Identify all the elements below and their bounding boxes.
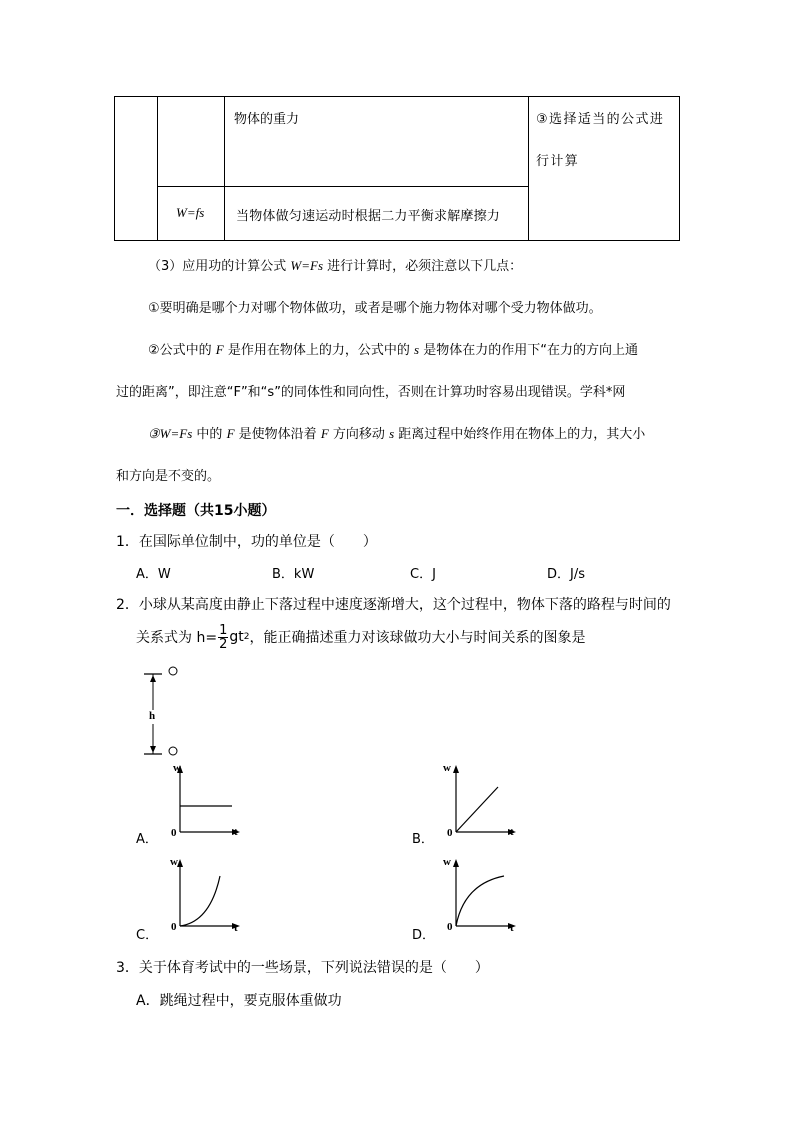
- q2-option-d-label[interactable]: D．: [412, 928, 436, 943]
- table-divider-3: [528, 96, 529, 241]
- q2-option-c-label[interactable]: C．: [136, 928, 159, 943]
- q1-stem: 1．在国际单位制中，功的单位是（ ）: [116, 534, 377, 550]
- table-row2-formula: W=fs: [176, 205, 205, 220]
- table-border-bottom: [114, 240, 680, 241]
- q1-option-b[interactable]: B．kW: [272, 567, 315, 582]
- q2-stem-line2: 关系式为 h= $\frac{1}{2}$ gt 2 ，能正确描述重力对该球做功大小与时间关系的图象是: [136, 622, 586, 652]
- graph-a-y-label: w: [173, 762, 181, 774]
- formula-fraction: $\frac{1}{2}$: [219, 622, 228, 652]
- graph-c-y-label: w: [170, 856, 178, 868]
- q3-option-a[interactable]: A．跳绳过程中，要克服体重做功: [136, 993, 342, 1009]
- table-divider-1: [157, 96, 158, 241]
- section-title: 一．选择题（共15小题）: [116, 503, 276, 519]
- graph-b-origin: 0: [447, 827, 453, 839]
- graph-c-x-label: t: [234, 922, 238, 934]
- q2-stem: 2．小球从某高度由静止下落过程中速度逐渐增大，这个过程中，物体下落的路程与时间的: [116, 597, 671, 613]
- graph-a-origin: 0: [171, 827, 177, 839]
- q2-option-a-label[interactable]: A．: [136, 832, 158, 847]
- table-row1-desc: 物体的重力: [234, 112, 300, 127]
- falling-ball-diagram: [140, 662, 190, 762]
- graph-d-x-label: t: [510, 922, 514, 934]
- notes-intro: （3）应用功的计算公式 W=Fs 进行计算时，必须注意以下几点：: [148, 258, 523, 274]
- table-border-right: [679, 96, 680, 241]
- graph-a-x-label: t: [234, 826, 238, 838]
- notes-point3-line1: ③W=Fs 中的 F 是使物体沿着 F 方向移动 s 距离过程中始终作用在物体上的力，其大小: [148, 426, 646, 442]
- graph-d-y-label: w: [443, 856, 451, 868]
- q1-option-c[interactable]: C．J: [410, 567, 436, 582]
- q1-option-a[interactable]: A．W: [136, 567, 171, 582]
- table-row-divider: [157, 186, 529, 187]
- graph-c-origin: 0: [171, 921, 177, 933]
- table-right-note-line1: ③选择适当的公式进: [536, 112, 665, 127]
- table-border-top: [114, 96, 680, 97]
- q1-option-d[interactable]: D．J/s: [547, 567, 585, 582]
- graph-b-x-label: t: [510, 826, 514, 838]
- table-border-left: [114, 96, 115, 241]
- notes-point2-line2: 过的距离”，即注意“F”和“s”的同体性和同向性，否则在计算功时容易出现错误。学科*网: [116, 385, 626, 400]
- notes-point1: ①要明确是哪个力对哪个物体做功，或者是哪个施力物体对哪个受力物体做功。: [148, 301, 602, 316]
- q3-stem: 3．关于体育考试中的一些场景，下列说法错误的是（ ）: [116, 960, 489, 976]
- diagram-h-label: h: [149, 710, 156, 722]
- table-divider-2: [224, 96, 225, 241]
- table-row2-desc: 当物体做匀速运动时根据二力平衡求解摩擦力: [236, 209, 501, 224]
- q2-option-b-label[interactable]: B．: [412, 832, 434, 847]
- graph-b-y-label: w: [443, 762, 451, 774]
- notes-point2-line1: ②公式中的 F 是作用在物体上的力，公式中的 s 是物体在力的作用下“在力的方向上通: [148, 342, 638, 358]
- table-right-note-line2: 行计算: [536, 154, 580, 169]
- graph-d-origin: 0: [447, 921, 453, 933]
- notes-point3-line2: 和方向是不变的。: [116, 469, 221, 484]
